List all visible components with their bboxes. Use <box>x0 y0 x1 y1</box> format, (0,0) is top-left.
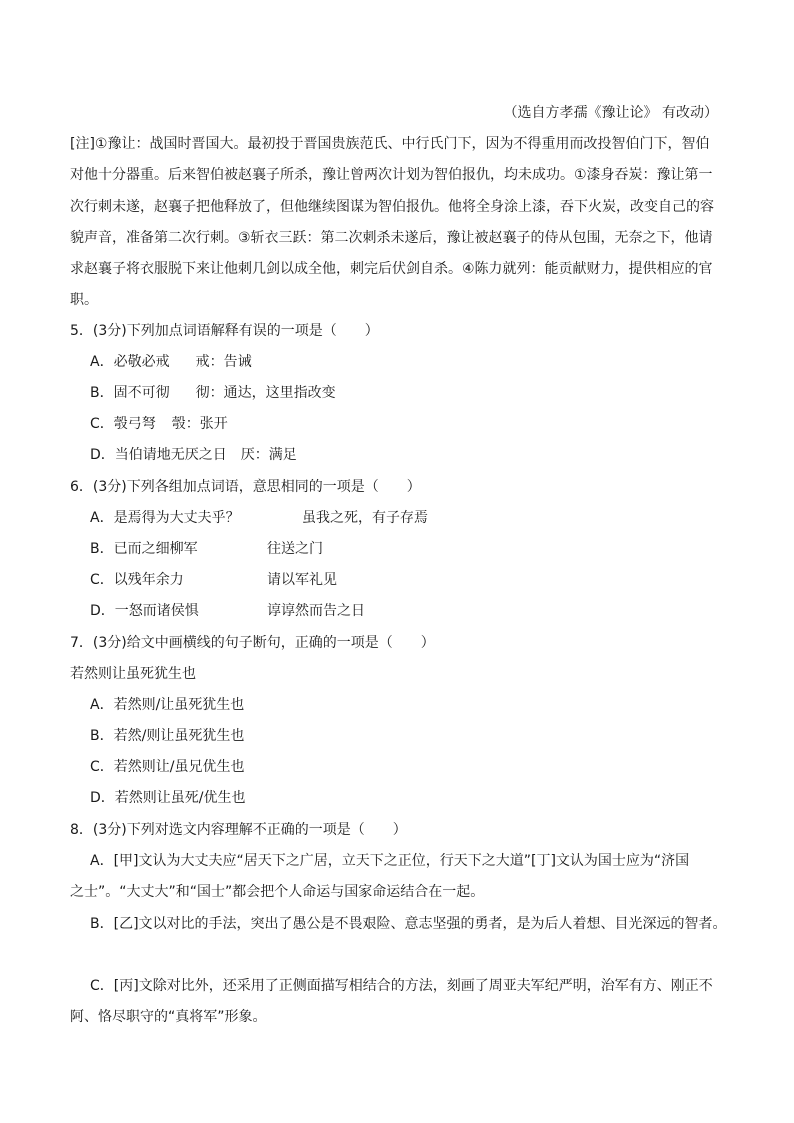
q6-option-d[interactable] <box>90 601 365 621</box>
q7-sentence: 若然则让虽死犹生也 <box>70 666 196 682</box>
q6-option-d-right: 谆谆然而告之日 <box>267 603 365 619</box>
q6-option-a[interactable] <box>90 508 428 528</box>
note-line-6: 职。 <box>70 292 98 308</box>
question-5-stem: 5．(3分)下列加点词语解释有误的一项是（ ） <box>70 323 379 339</box>
q5-option-d-gloss: 厌：满足 <box>240 447 297 463</box>
q6-option-d-left: D．一怒而诸侯惧 <box>90 603 199 619</box>
note-line-3: 次行刺未遂，赵襄子把他释放了，但他继续图谋为智伯报仇。他将全身涂上漆，吞下火炭，改变自己的容 <box>70 199 714 215</box>
q6-option-c-right: 请以军礼见 <box>267 572 337 588</box>
q8-option-c-line-2: 阿、恪尽职守的“真将军”形象。 <box>70 1009 267 1025</box>
q5-option-b-gloss: 彻：通达，这里指改变 <box>195 385 336 401</box>
q8-option-a-line-1[interactable]: A．[甲]文认为大丈夫应“居天下之广居，立天下之正位，行天下之大道”[丁]文认为国士应为“济国 <box>90 853 690 869</box>
q7-option-a[interactable]: A．若然则/让虽死犹生也 <box>90 697 245 713</box>
q6-option-b-left: B．已而之细柳军 <box>90 541 198 557</box>
q5-option-a-word: A．必敬必戒 <box>90 354 170 370</box>
source-citation: （选自方孝孺《豫让论》 有改动） <box>503 105 718 121</box>
question-6-stem: 6．(3分)下列各组加点词语，意思相同的一项是（ ） <box>70 479 421 495</box>
q5-option-a[interactable] <box>90 352 252 372</box>
q5-option-b-word: B．固不可彻 <box>90 385 170 401</box>
question-8-stem: 8．(3分)下列对选文内容理解不正确的一项是（ ） <box>70 822 407 838</box>
q6-option-c[interactable] <box>90 570 337 590</box>
q6-option-b[interactable] <box>90 539 323 559</box>
q7-option-b[interactable]: B．若然/则让虽死犹生也 <box>90 728 245 744</box>
q5-option-c-gloss: 彀：张开 <box>171 416 228 432</box>
note-line-4: 貌声音，准备第二次行刺。③斩衣三跃：第二次刺杀未遂后，豫让被赵襄子的侍从包围，无奈之下，他请 <box>70 230 713 246</box>
q5-option-a-gloss: 戒：告诫 <box>195 354 252 370</box>
question-7-stem: 7．(3分)给文中画横线的句子断句，正确的一项是（ ） <box>70 635 435 651</box>
note-line-1: [注]①豫让：战国时晋国大。最初投于晋国贵族范氏、中行氏门下，因为不得重用而改投智伯门下，智伯 <box>70 136 710 152</box>
q6-option-a-left: A．是焉得为大丈夫乎？ <box>90 510 240 526</box>
q8-option-c-line-1[interactable]: C．[丙]文除对比外，还采用了正侧面描写相结合的方法，刻画了周亚夫军纪严明，治军有方、刚正不 <box>90 978 713 994</box>
q5-option-d[interactable] <box>90 445 297 465</box>
q7-option-c[interactable]: C．若然则让/虽兄优生也 <box>90 759 245 775</box>
note-line-2: 对他十分器重。后来智伯被赵襄子所杀，豫让曾两次计划为智伯报仇，均未成功。①漆身吞炭：豫让第一 <box>70 167 713 183</box>
q8-option-b[interactable]: B．[乙]文以对比的手法，突出了愚公是不畏艰险、意志坚强的勇者，是为后人着想、目光深远的智者。 <box>90 916 727 932</box>
q5-option-c[interactable] <box>90 414 228 434</box>
q5-option-b[interactable] <box>90 383 336 403</box>
note-line-5: 求赵襄子将衣服脱下来让他刺几剑以成全他，刺完后伏剑自杀。④陈力就列：能贡献财力，提供相应的官 <box>70 261 713 277</box>
q6-option-b-right: 往送之门 <box>267 541 323 557</box>
q8-option-a-line-2: 之士”。“大丈大”和“国士”都会把个人命运与国家命运结合在一起。 <box>70 884 485 900</box>
q6-option-c-left: C．以残年余力 <box>90 572 184 588</box>
q6-option-a-right: 虽我之死，有子存焉 <box>302 510 428 526</box>
q7-option-d[interactable]: D．若然则让虽死/优生也 <box>90 790 246 806</box>
q5-option-c-word: C．彀弓弩 <box>90 416 156 432</box>
q5-option-d-word: D．当伯请地无厌之日 <box>90 447 227 463</box>
